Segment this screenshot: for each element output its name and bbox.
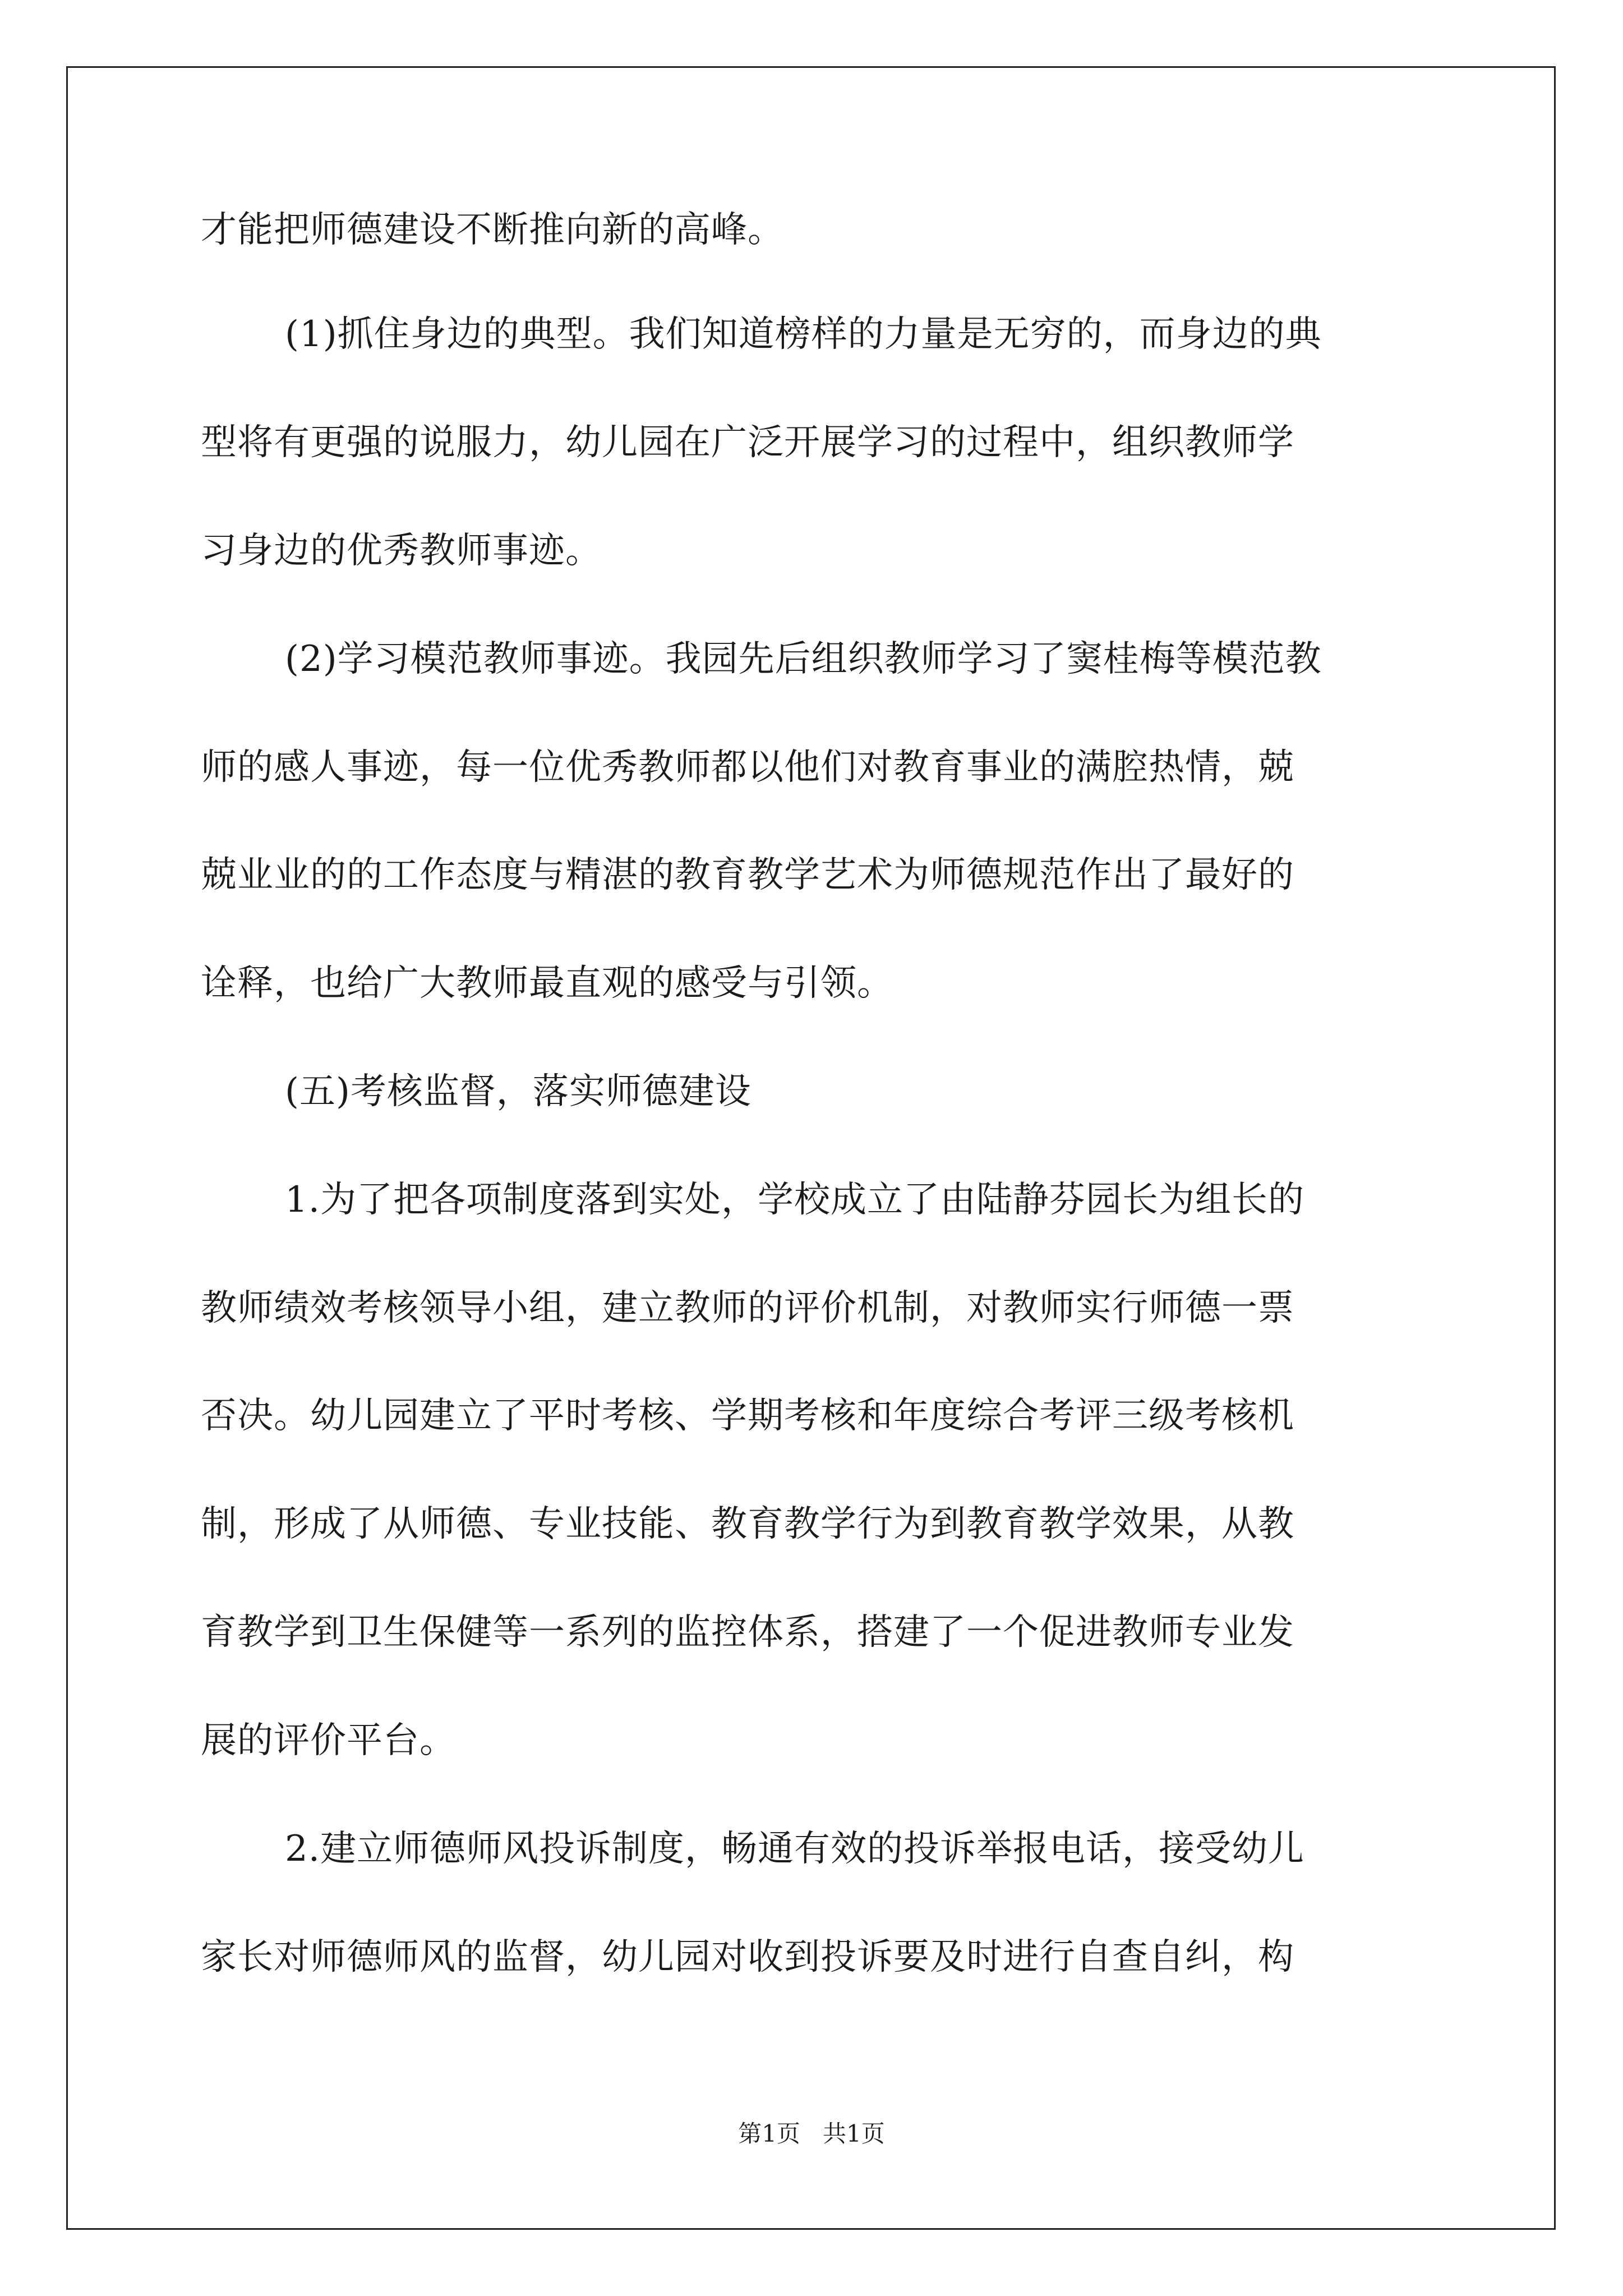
text-line: 制，形成了从师德、专业技能、教育教学行为到教育教学效果，从教 xyxy=(201,1503,1294,1545)
text-line: 展的评价平台。 xyxy=(201,1720,456,1761)
text-line: 师的感人事迹，每一位优秀教师都以他们对教育事业的满腔热情，兢 xyxy=(201,747,1294,788)
text-line: 育教学到卫生保健等一系列的监控体系，搭建了一个促进教师专业发 xyxy=(201,1612,1294,1653)
page-border xyxy=(66,66,1556,2230)
text-line: 诠释，也给广大教师最直观的感受与引领。 xyxy=(201,963,893,1004)
text-line: 习身边的优秀教师事迹。 xyxy=(201,530,602,572)
text-line: 教师绩效考核领导小组，建立教师的评价机制，对教师实行师德一票 xyxy=(201,1287,1294,1329)
text-line: 2.建立师德师风投诉制度，畅通有效的投诉举报电话，接受幼儿 xyxy=(285,1828,1305,1870)
text-line: 才能把师德建设不断推向新的高峰。 xyxy=(201,209,784,251)
text-line: 型将有更强的说服力，幼儿园在广泛开展学习的过程中，组织教师学 xyxy=(201,422,1294,463)
text-line: (1)抓住身边的典型。我们知道榜样的力量是无穷的，而身边的典 xyxy=(285,314,1322,355)
text-line: 兢业业的的工作态度与精湛的教育教学艺术为师德规范作出了最好的 xyxy=(201,854,1294,896)
section-heading: (五)考核监督，落实师德建设 xyxy=(285,1071,751,1112)
text-line: 否决。幼儿园建立了平时考核、学期考核和年度综合考评三级考核机 xyxy=(201,1395,1294,1437)
text-line: 1.为了把各项制度落到实处，学校成立了由陆静芬园长为组长的 xyxy=(285,1179,1305,1221)
page-number-footer: 第1页 共1页 xyxy=(738,2120,885,2147)
text-line: 家长对师德师风的监督，幼儿园对收到投诉要及时进行自查自纠，构 xyxy=(201,1936,1294,1978)
text-line: (2)学习模范教师事迹。我园先后组织教师学习了窦桂梅等模范教 xyxy=(285,638,1322,680)
